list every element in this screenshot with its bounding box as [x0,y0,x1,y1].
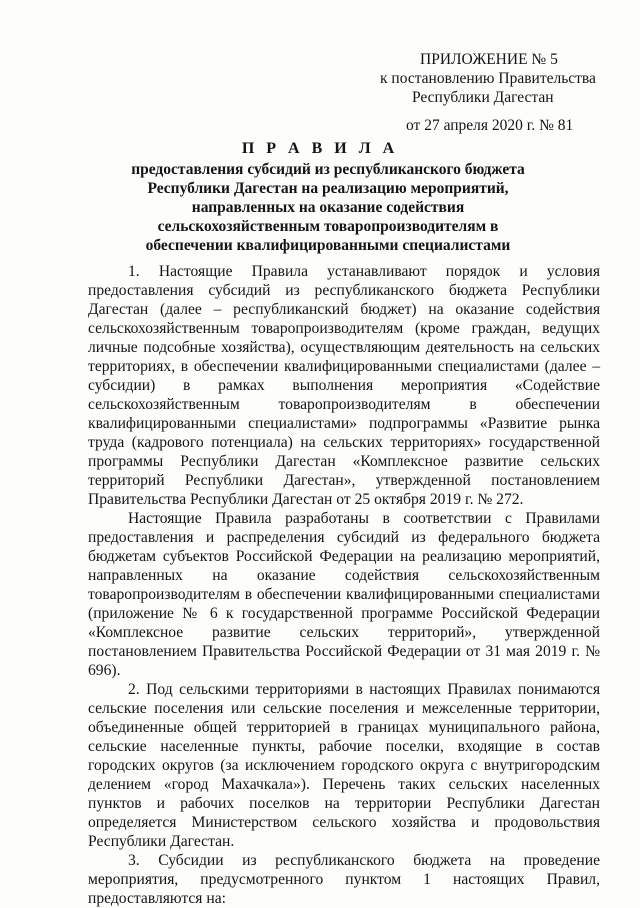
annex-number: ПРИЛОЖЕНИЕ № 5 [420,51,558,68]
paragraph-1: 1. Настоящие Правила устанавливают порядок и условия предоставления субсидий из республиканского бюджета Республики Дагестан (далее – республиканский бюджет) на оказание содействия сельскохозяйственным товаропроизводителям (кроме граждан, ведущих личные подсобные хозяйства), осуществляющим деятельность на сельских территориях, в обеспечении квалифицированными специалистами (далее – субсидии) в рамках выполнения мероприятия «Содействие сельскохозяйственным товаропроизводителям в обеспечении квалифицированными специалистами» подпрограммы «Развитие рынка труда (кадрового потенциала) на сельских территориях» государственной программы Республики Дагестан «Комплексное развитие сельских территорий Республики Дагестан», утвержденной постановлением Правительства Республики Дагестан от 25 октября 2019 г. № 272. [88,263,600,508]
paragraph-2: 2. Под сельскими территориями в настоящих Правилах понимаются сельские поселения или сельские поселения и межселенные территории, объединенные общей территорией в границах муниципального района, сельские населенные пункты, рабочие поселки, входящие в состав городских округов (за исключением городского округа с внутригородским делением «город Махачкала»). Перечень таких сельских населенных пунктов и рабочих поселков на территории Республики Дагестан определяется Министерством сельского хозяйства и продовольствия Республики Дагестан. [88,681,600,850]
paragraph-1-continued: Настоящие Правила разработаны в соответствии с Правилами предоставления и распределения субсидий из федерального бюджета бюджетам субъектов Российской Федерации на реализацию мероприятий, направленных на оказание содействия сельскохозяйственным товаропроизводителям в обеспечении квалифицированными специалистами (приложение № 6 к государственной программе Российской Федерации «Комплексное развитие сельских территорий», утвержденной постановлением Правительства Российской Федерации от 31 мая 2019 г. № 696). [88,510,600,679]
paragraph-3: 3. Субсидии из республиканского бюджета на проведение мероприятия, предусмотренного пунктом 1 настоящих Правил, предоставляются на: [88,852,600,907]
document-title: П Р А В И Л А [241,140,399,157]
annex-block [376,50,596,135]
annex-resolution: к постановлению Правительства [380,70,596,87]
annex-date: от 27 апреля 2020 г. № 81 [406,117,574,134]
document-subtitle: предоставления субсидий из республиканского бюджета Республики Дагестан на реализацию мероприятий, направленных на оказание содействия сельскохозяйственным товаропроизводителям в обеспечении квалифицированными специалистами [131,161,525,254]
annex-republic: Республики Дагестан [412,89,554,106]
document-body [88,262,600,908]
